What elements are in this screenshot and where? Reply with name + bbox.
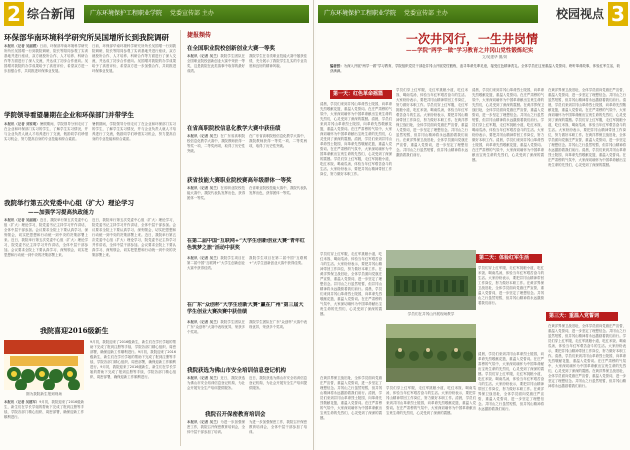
training-photo-art [386,324,476,382]
training-photo [386,324,476,382]
award-body: 本报讯（记者 吴兰）在广东省高职院校信息化教学大赛中，我院教师获得一等奖一项、二等奖两项，取得了历史性突破。 [187,134,245,153]
header-band [84,5,309,23]
jinggangshan-photo [386,250,476,310]
section-label: 第二天：体验红军生活 [476,254,542,263]
award-headline: 在省高职院校信息化教学大赛中获佳绩 [187,126,281,132]
editor-note: 编者按：为深入开展“两学一做”学习教育，学院组织党员干部赴井冈山开展党性锻炼，追寻革命先辈足迹，接受红色精神洗礼。全体学员在这里重温入党誓词，聆听革命故事，体验红军生活，收获满满。 [330,64,620,73]
award-body: 在省职业院校技能大赛中，我院代表队发挥出色，获得团体一等奖。 [249,186,307,195]
section-body: 清晨，学员们来到井冈山革命烈士陵园，向革命先烈敬献花篮，重温入党誓词。在庄严肃穆的气氛中，大家深切缅怀为中国革命献出宝贵生命的先烈们，心灵受到了深深的震撼。在黄洋界保卫战旧址，全体学员面向党旗庄严宣誓，重温入党誓词，进一步坚定了理想信念。井冈山之行虽然短暂，但井冈山精神将永远激励着我们前行。学员们穿上红军服，走红军挑粮小道，吃红米饭、喝南瓜汤，体验当年红军艰苦奋斗的生活。大家纷纷表示，要把井冈山精神带回工作岗位，努力做好本职工作。清晨，学员们来到井冈山革命烈士陵园，向革命先烈敬献花篮，重温入党誓词。在庄严肃穆的气氛中，大家深切缅怀为中国革命献出宝贵生命的先烈们，心灵受到了深深的震撼。 [472,88,544,162]
award-headline: 我院召开保密教育培训会 [205,412,266,418]
section-label: 第一天：红色革命摇篮 [330,90,392,99]
award-body: 本报讯（记者 吴兰）我院学生团队在广东“众创杯”大赛中表现优异，荣获多个奖项。 [187,320,245,334]
section-body: 在黄洋界保卫战旧址，全体学员面向党旗庄严宣誓，重温入党誓词，进一步坚定了理想信念。井冈山之行虽然短暂，但井冈山精神将永远激励着我们前行。清晨，学员们来到井冈山革命烈士陵园，向革命先烈敬献花篮，重温入党誓词。在庄严肃穆的气氛中，大家深切缅怀为中国革命献出宝贵生命的先烈们，心灵受到了深深的震撼。 [320,376,382,420]
award-body: 我院学生项目在第二届中国“互联网+”大学生创新创业大赛中获得佳绩。 [249,256,307,265]
header-band-sub: 党委宣传部 主办 [404,10,448,17]
award-body: 在广东省高职院校信息化教学大赛中，我院教师获得一等奖一项、二等奖两项，取得了历史性突破。 [249,134,307,148]
photo-caption: 学员们在井冈山开展现场教学 [407,312,455,316]
article-headline: 我院举行第五次党委中心组（扩大）理论学习 [4,199,134,207]
jinggangshan-photo-art [386,250,476,310]
award-body: 我院学生在各类职业技能大赛中屡获佳绩，充分展示了我院学生扎实的专业功底和良好的精神风貌。 [249,54,307,68]
section-body: 清晨，学员们来到井冈山革命烈士陵园，向革命先烈敬献花篮，重温入党誓词。在庄严肃穆的气氛中，大家深切缅怀为中国革命献出宝贵生命的先烈们，心灵受到了深深的震撼。学员们穿上红军服，走红军挑粮小道，吃红米饭、喝南瓜汤，体验当年红军艰苦奋斗的生活。大家纷纷表示，要把井冈山精神带回工作岗位，努力做好本职工作。在黄洋界保卫战旧址，全体学员面向党旗庄严宣誓，重温入党誓词，进一步坚定了理想信念。井冈山之行虽然短暂，但井冈山精神将永远激励着我们前行。 [478,352,544,411]
award-headline: 在广东“众创杯”大学生创新大赛“赢在广州”第三届大学生创业大赛决赛中获佳绩 [187,302,304,315]
award-headline: 我院获选为佛山市安全培训信息登记机构 [187,368,287,374]
right-page [316,0,630,450]
article-body: 暑假期间，学院领导分别走访了在企业和环保部门实习的学生，了解学生实习情况，并与企业负责人就人才培养进行了交流，勉励同学们珍惜实习机会，努力提高自身的专业技能和综合素质。 [92,122,176,141]
photo-caption: 图为我院新生报到现场 [26,392,62,396]
article-headline: 我院喜迎2016级新生 [40,326,109,335]
section-body: 学员们穿上红军服，走红军挑粮小道，吃红米饭、喝南瓜汤，体验当年红军艰苦奋斗的生活。大家纷纷表示，要把井冈山精神带回工作岗位，努力做好本职工作。在黄洋界保卫战旧址，全体学员面向党旗庄严宣誓，重温入党誓词，进一步坚定了理想信念。井冈山之行虽然短暂，但井冈山精神将永远激励着我们前行。 [478,266,544,305]
article-body: 本报讯（记者 吴丽媛）日前，环保部华南环境科学研究所所长吴国增一行到我院调研，院长等陪同参观了实训基地并进行座谈，双方就校所合作、人才培养、科研合作等方面进行了深入交流，并达成了初步合作意向。吴国增对我院的办学成果给予了高度评价，希望双方进一步加强合作，共同推进环保事业发展。 [4,44,88,73]
article-body: 本报讯（记者 刘家明）暑假期间，学院领导分别走访了在企业和环保部门实习的学生，了解学生实习情况，并与企业负责人就人才培养进行了交流，勉励同学们珍惜实习机会，努力提高自身的专业技能和综合素质。 [4,122,88,141]
section-title: 校园视点 [555,7,604,21]
article-body: 本报讯（记者 吴丽娟）近日，我院举行第五次党委中心组（扩大）理论学习，院党委书记主持学习并作讲话，全体中层干部参加。会议要求全院上下要认真学习、深刻领会，切实把思想和行动统一到中央的决策部署上来。近日，我院举行第五次党委中心组（扩大）理论学习，院党委书记主持学习并作讲话，全体中层干部参加。会议要求全院上下要认真学习、深刻领会，切实把思想和行动统一到中央的决策部署上来。 [4,218,88,257]
header-band-title: 广东环境保护工程职业学院 [90,10,163,17]
right-header [316,2,630,26]
award-headline: 在第二届中国“互联网+”大学生创新创业大赛“青年红色筑梦之旅”活动中获奖 [187,238,305,251]
article-body: 近日，我院举行第五次党委中心组（扩大）理论学习，院党委书记主持学习并作讲话，全体中层干部参加。会议要求全院上下要认真学习、深刻领会，切实把思想和行动统一到中央的决策部署上来。近日，我院举行第五次党委中心组（扩大）理论学习，院党委书记主持学习并作讲话，全体中层干部参加。会议要求全院上下要认真学习、深刻领会，切实把思想和行动统一到中央的决策部署上来。 [92,218,176,257]
award-body: 本报讯（记者 吴兰）我院学生项目在第二届中国“互联网+”大学生创新创业大赛中获得佳绩。 [187,256,245,270]
awards-box-title: 捷报频传 [187,32,212,39]
section-label: 第三天：重温入党誓词 [546,312,618,321]
header-band-sub: 党委宣传部 主办 [170,10,214,17]
article-body: 日前，环保部华南环境科学研究所所长吴国增一行到我院调研，院长等陪同参观了实训基地并进行座谈，双方就校所合作、人才培养、科研合作等方面进行了深入交流，并达成了初步合作意向。吴国增对我院的办学成果给予了高度评价，希望双方进一步加强合作，共同推进环保事业发展。 [92,44,176,73]
article-subheadline: ——加强学习提高执政能力 [28,210,95,216]
award-headline: 在全国职业院校创新创业大赛一等奖 [187,46,276,52]
award-body: 我院学生团队在广东“众创杯”大赛中表现优异，荣获多个奖项。 [249,320,307,329]
article-headline: 学院领导看望暑期在企业和环保部门并带学生 [4,111,134,119]
article-headline: 环保部华南环境科学研究所吴国增所长到我院调研 [4,33,169,42]
section-body: 学员们穿上红军服，走红军挑粮小道，吃红米饭、喝南瓜汤，体验当年红军艰苦奋斗的生活。大家纷纷表示，要把井冈山精神带回工作岗位，努力做好本职工作。在黄洋界保卫战旧址，全体学员面向党旗庄严宣誓，重温入党誓词，进一步坚定了理想信念。井冈山之行虽然短暂，但井冈山精神将永远激励着我们前行。清晨，学员们来到井冈山革命烈士陵园，向革命先烈敬献花篮，重温入党誓词。在庄严肃穆的气氛中，大家深切缅怀为中国革命献出宝贵生命的先烈们，心灵受到了深深的震撼。 [320,252,382,316]
page-number: 2 [4,2,24,26]
award-body: 本报讯（记者 吴兰）为进一步加强保密工作，我院召开保密教育培训会，全体中层干部参加了培训。 [187,420,245,434]
new-students-photo [4,340,84,390]
header-band-title: 广东环境保护工程职业学院 [324,10,397,17]
section-body: 学员们穿上红军服，走红军挑粮小道，吃红米饭、喝南瓜汤，体验当年红军艰苦奋斗的生活。大家纷纷表示，要把井冈山精神带回工作岗位，努力做好本职工作。清晨，学员们来到井冈山革命烈士陵园，向革命先烈敬献花篮，重温入党誓词。在庄严肃穆的气氛中，大家深切缅怀为中国革命献出宝贵生命的先烈们，心灵受到了深深的震撼。 [386,386,476,415]
section-body: 学员们穿上红军服，走红军挑粮小道，吃红米饭、喝南瓜汤，体验当年红军艰苦奋斗的生活。大家纷纷表示，要把井冈山精神带回工作岗位，努力做好本职工作。学员们穿上红军服，走红军挑粮小道，吃红米饭、喝南瓜汤，体验当年红军艰苦奋斗的生活。大家纷纷表示，要把井冈山精神带回工作岗位，努力做好本职工作。在黄洋界保卫战旧址，全体学员面向党旗庄严宣誓，重温入党誓词，进一步坚定了理想信念。井冈山之行虽然短暂，但井冈山精神将永远激励着我们前行。在黄洋界保卫战旧址，全体学员面向党旗庄严宣誓，重温入党誓词，进一步坚定了理想信念。井冈山之行虽然短暂，但井冈山精神将永远激励着我们前行。 [396,88,468,157]
section-body: 在黄洋界保卫战旧址，全体学员面向党旗庄严宣誓，重温入党誓词，进一步坚定了理想信念。井冈山之行虽然短暂，但井冈山精神将永远激励着我们前行。学员们穿上红军服，走红军挑粮小道，吃红米饭、喝南瓜汤，体验当年红军艰苦奋斗的生活。大家纷纷表示，要把井冈山精神带回工作岗位，努力做好本职工作。清晨，学员们来到井冈山革命烈士陵园，向革命先烈敬献花篮，重温入党誓词。在庄严肃穆的气氛中，大家深切缅怀为中国革命献出宝贵生命的先烈们，心灵受到了深深的震撼。在黄洋界保卫战旧址，全体学员面向党旗庄严宣誓，重温入党誓词，进一步坚定了理想信念。井冈山之行虽然短暂，但井冈山精神将永远激励着我们前行。 [548,324,626,388]
award-body: 近日，我院获选为佛山市安全培训信息登记机构，为社会开展安全生产培训提供服务。 [249,376,307,390]
main-headline: 一次井冈行，一生井岗情 [406,32,539,46]
sub-headline: ——学院“两学一做”学习教育之井冈山党性锻炼纪实 [406,48,534,54]
left-page [0,0,314,450]
article-body: 9月初，我院迎来了2016级新生，新生们在学长学姐的帮助下完成了报到注册等手续，学院各部门精心组织、周密部署，确保迎新工作顺利进行。9月初，我院迎来了2016级新生，新生们在学长学姐的帮助下完成了报到注册等手续，学院各部门精心组织、周密部署，确保迎新工作顺利进行。9月初，我院迎来了2016级新生，新生们在学长学姐的帮助下完成了报到注册等手续，学院各部门精心组织、周密部署，确保迎新工作顺利进行。 [90,340,176,379]
byline: 文/吴建华 图/刘 [482,55,508,59]
header-band [318,5,538,23]
award-body: 本报讯（记者 吴兰）我院学生团队在全国职业院校创新创业大赛中荣获一等奖，这是我院在此类赛事中取得的最好成绩。 [187,54,245,73]
section-body: 在黄洋界保卫战旧址，全体学员面向党旗庄严宣誓，重温入党誓词，进一步坚定了理想信念。井冈山之行虽然短暂，但井冈山精神将永远激励着我们前行。清晨，学员们来到井冈山革命烈士陵园，向革命先烈敬献花篮，重温入党誓词。在庄严肃穆的气氛中，大家深切缅怀为中国革命献出宝贵生命的先烈们，心灵受到了深深的震撼。学员们穿上红军服，走红军挑粮小道，吃红米饭、喝南瓜汤，体验当年红军艰苦奋斗的生活。大家纷纷表示，要把井冈山精神带回工作岗位，努力做好本职工作。在黄洋界保卫战旧址，全体学员面向党旗庄严宣誓，重温入党誓词，进一步坚定了理想信念。井冈山之行虽然短暂，但井冈山精神将永远激励着我们前行。清晨，学员们来到井冈山革命烈士陵园，向革命先烈敬献花篮，重温入党誓词。在庄严肃穆的气氛中，大家深切缅怀为中国革命献出宝贵生命的先烈们，心灵受到了深深的震撼。 [548,88,626,167]
new-students-photo-art [4,340,84,390]
section-body: 清晨，学员们来到井冈山革命烈士陵园，向革命先烈敬献花篮，重温入党誓词。在庄严肃穆的气氛中，大家深切缅怀为中国革命献出宝贵生命的先烈们，心灵受到了深深的震撼。清晨，学员们来到井冈山革命烈士陵园，向革命先烈敬献花篮，重温入党誓词。在庄严肃穆的气氛中，大家深切缅怀为中国革命献出宝贵生命的先烈们，心灵受到了深深的震撼。清晨，学员们来到井冈山革命烈士陵园，向革命先烈敬献花篮，重温入党誓词。在庄严肃穆的气氛中，大家深切缅怀为中国革命献出宝贵生命的先烈们，心灵受到了深深的震撼。学员们穿上红军服，走红军挑粮小道，吃红米饭、喝南瓜汤，体验当年红军艰苦奋斗的生活。大家纷纷表示，要把井冈山精神带回工作岗位，努力做好本职工作。 [320,102,392,176]
award-body: 为进一步加强保密工作，我院召开保密教育培训会，全体中层干部参加了培训。 [249,420,307,434]
article-body: 本报讯（记者 吴建军）9月初，我院迎来了2016级新生，新生们在学长学姐的帮助下完成了报到注册等手续，学院各部门精心组织、周密部署，确保迎新工作顺利进行。 [4,400,84,419]
section-title: 综合新闻 [27,7,76,21]
awards-column [180,30,310,446]
award-body: 本报讯（记者 吴兰）在省职业院校技能大赛中，我院代表队发挥出色，获得团体一等奖。 [187,186,245,200]
award-headline: 获省技能大赛职业院校赛高年级群体一等奖 [187,178,292,184]
left-header [0,2,313,26]
page-number: 3 [608,2,628,26]
award-body: 本报讯（记者 吴兰）近日，我院获选为佛山市安全培训信息登记机构，为社会开展安全生产培训提供服务。 [187,376,245,390]
